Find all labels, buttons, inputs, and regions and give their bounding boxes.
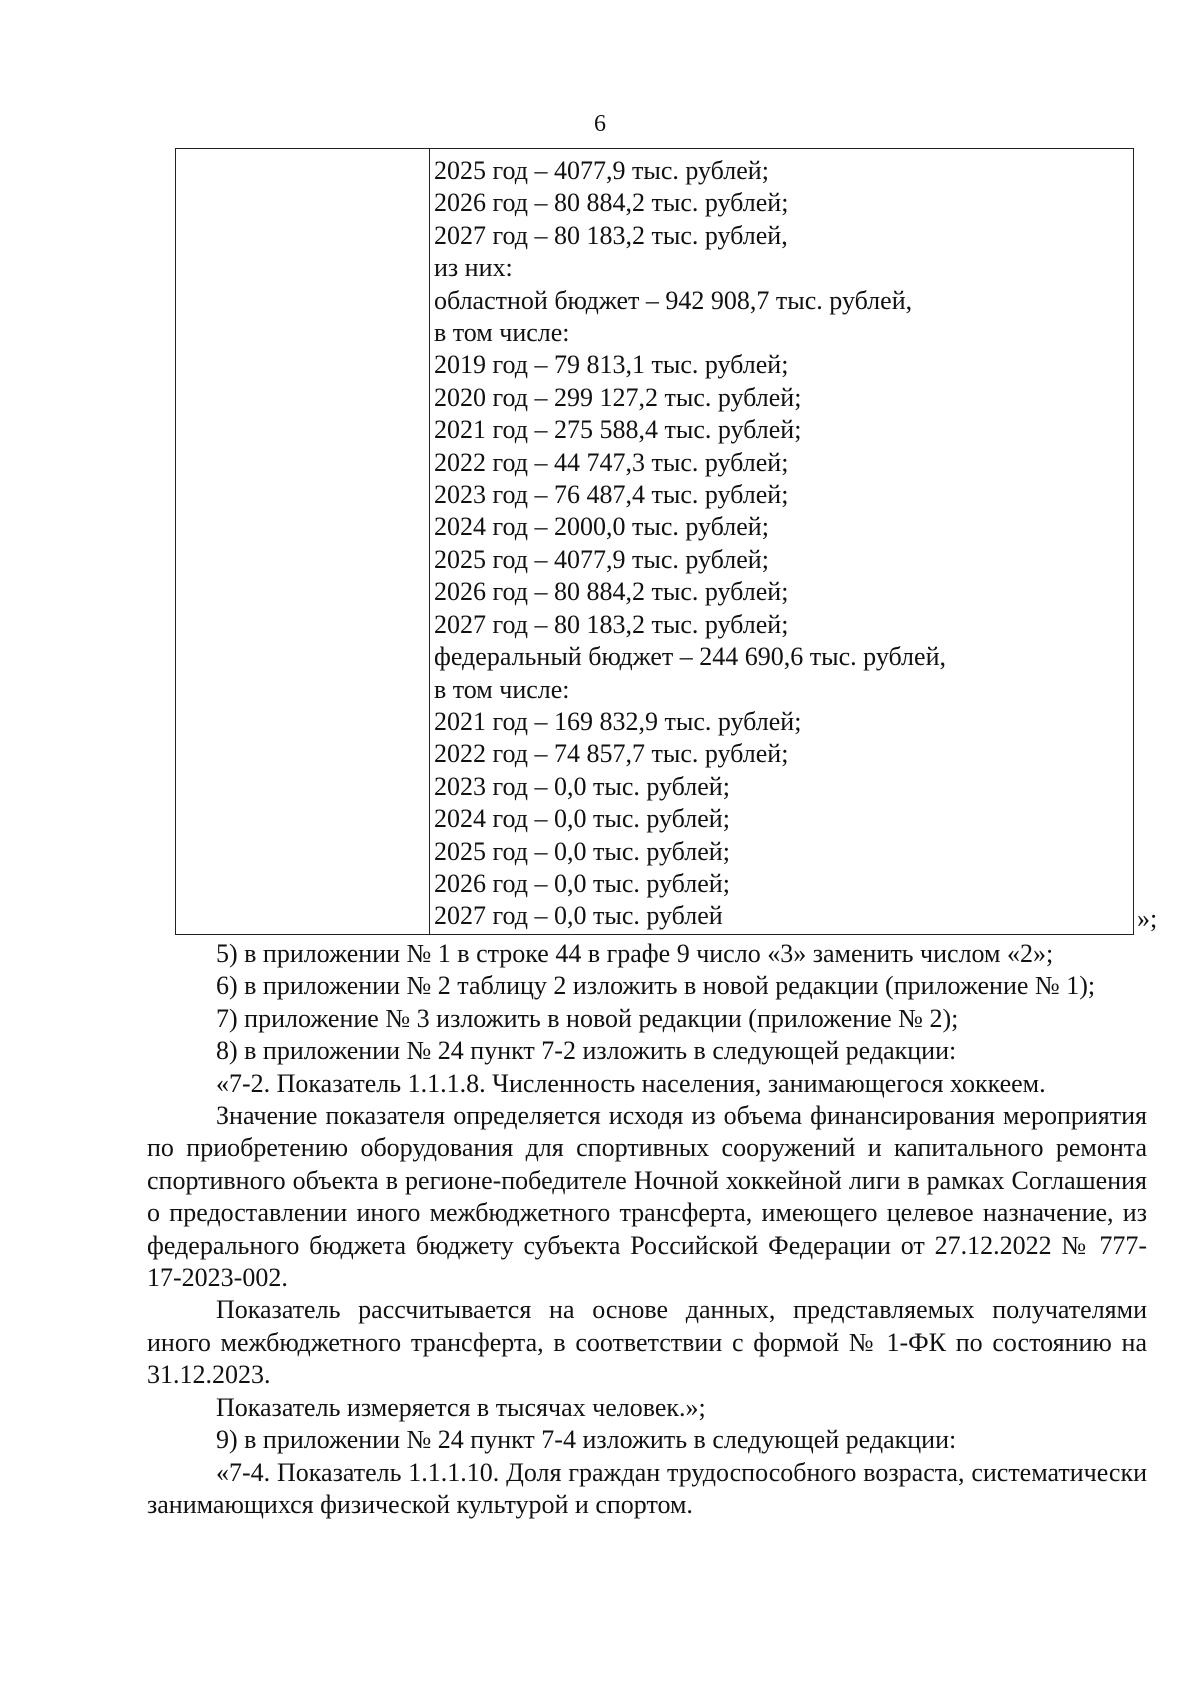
financing-line: в том числе:	[434, 318, 570, 348]
financing-line: 2019 год – 79 813,1 тыс. рублей;	[434, 350, 789, 380]
financing-line: 2021 год – 169 832,9 тыс. рублей;	[434, 706, 802, 736]
financing-line: 2023 год – 0,0 тыс. рублей;	[434, 771, 730, 801]
paragraph: 8) в приложении № 24 пункт 7-2 изложить в следующей редакции:	[216, 1036, 957, 1066]
financing-lines	[434, 155, 1093, 933]
closing-quote-mark: »;	[1137, 904, 1158, 933]
financing-line: федеральный бюджет – 244 690,6 тыс. рублей,	[434, 642, 946, 672]
financing-line: из них:	[434, 253, 513, 283]
financing-line: 2027 год – 80 183,2 тыс. рублей,	[434, 220, 788, 250]
financing-line: 2026 год – 80 884,2 тыс. рублей;	[434, 577, 789, 607]
financing-line: 2027 год – 0,0 тыс. рублей	[434, 901, 723, 931]
financing-line: 2022 год – 74 857,7 тыс. рублей;	[434, 739, 789, 769]
paragraph: Значение показателя определяется исходя из объема финансирования мероприятия по приобретению оборудования для спортивных сооружений и капитального ремонта спортивного объекта в регионе-победителе Ночной хоккейной лиги в рамках Соглашения о предоставлении иного межбюджетного трансферта, имеющего целевое назначение, из федерального бюджета бюджету субъекта Российской Федерации от 27.12.2022 № 777-17-2023-002.	[147, 1101, 1147, 1293]
financing-table	[175, 148, 1134, 935]
paragraph: 6) в приложении № 2 таблицу 2 изложить в новой редакции (приложение № 1);	[216, 971, 1096, 1001]
financing-line: 2020 год – 299 127,2 тыс. рублей;	[434, 382, 802, 412]
paragraph: 7) приложение № 3 изложить в новой редакции (приложение № 2);	[216, 1003, 959, 1033]
financing-line: 2027 год – 80 183,2 тыс. рублей;	[434, 609, 789, 639]
financing-line: областной бюджет – 942 908,7 тыс. рублей,	[434, 285, 913, 315]
financing-line: 2025 год – 4077,9 тыс. рублей;	[434, 544, 769, 574]
financing-line: 2026 год – 0,0 тыс. рублей;	[434, 868, 730, 898]
financing-line: 2026 год – 80 884,2 тыс. рублей;	[434, 188, 789, 218]
financing-line: 2022 год – 44 747,3 тыс. рублей;	[434, 447, 789, 477]
paragraph: Показатель рассчитывается на основе данных, представляемых получателями иного межбюджетного трансферта, в соответствии с формой № 1-ФК по состоянию на 31.12.2023.	[147, 1295, 1147, 1390]
financing-line: в том числе:	[434, 674, 570, 704]
financing-line: 2021 год – 275 588,4 тыс. рублей;	[434, 415, 802, 445]
financing-line: 2025 год – 0,0 тыс. рублей;	[434, 836, 730, 866]
paragraph: «7-2. Показатель 1.1.1.8. Численность населения, занимающегося хоккеем.	[216, 1068, 1046, 1098]
financing-line: 2025 год – 4077,9 тыс. рублей;	[434, 156, 769, 185]
financing-line: 2024 год – 2000,0 тыс. рублей;	[434, 512, 769, 542]
table-column-divider	[429, 149, 430, 934]
financing-line: 2024 год – 0,0 тыс. рублей;	[434, 804, 730, 834]
amendment-text	[147, 938, 1147, 1521]
financing-line: 2023 год – 76 487,4 тыс. рублей;	[434, 480, 789, 510]
paragraph: 9) в приложении № 24 пункт 7-4 изложить в следующей редакции:	[216, 1425, 957, 1455]
paragraph: Показатель измеряется в тысячах человек.»;	[216, 1392, 706, 1422]
paragraph: «7-4. Показатель 1.1.1.10. Доля граждан трудоспособного возраста, систематически занимающихся физической культурой и спортом.	[147, 1457, 1147, 1519]
paragraph: 5) в приложении № 1 в строке 44 в графе 9 число «3» заменить числом «2»;	[216, 939, 1054, 968]
page-number: 6	[594, 111, 606, 137]
